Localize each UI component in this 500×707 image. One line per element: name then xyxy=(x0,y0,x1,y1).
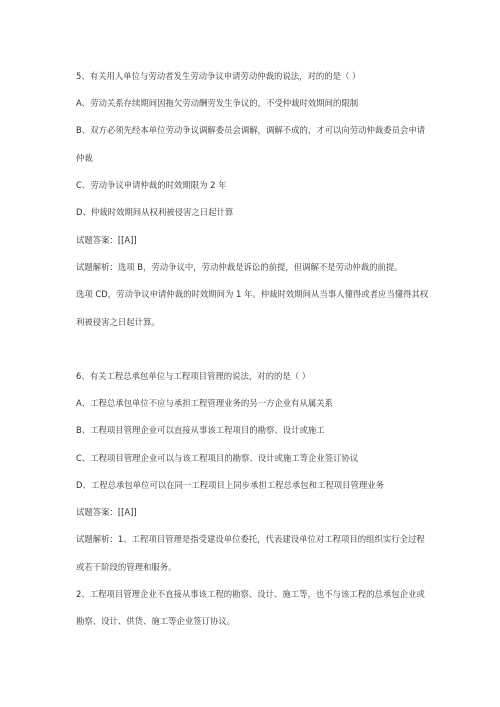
question-6-option-b: B、工程项目管理企业可以直接从事该工程项目的勘察、设计或施工 xyxy=(76,425,325,435)
question-5-option-a: A、劳动关系存续期间因拖欠劳动酬劳发生争议的，不受仲裁时效期间的限制 xyxy=(76,98,359,108)
question-6-option-c: C、工程项目管理企业可以与该工程项目的勘察、设计或施工等企业签订协议 xyxy=(76,453,359,463)
question-5-option-b: B、双方必须先经本单位劳动争议调解委员会调解，调解不成的，才可以向劳动仲裁委员会申请 xyxy=(76,125,426,135)
question-6-option-a: A、工程总承包单位不应与承担工程管理业务的另一方企业有从属关系 xyxy=(76,398,333,408)
question-6-analysis-line-3: 2、工程项目管理企业不直接从事该工程的勘察、设计、施工等，也不与该工程的总承包企业或 xyxy=(76,589,425,599)
question-5-answer: 试题答案：[[A]] xyxy=(76,235,137,245)
question-5-option-c: C、劳动争议申请仲裁的时效期限为 2 年 xyxy=(76,180,227,190)
question-5-stem: 5、有关用人单位与劳动者发生劳动争议申请劳动仲裁的说法，对的的是（ ） xyxy=(76,71,361,81)
question-6-analysis-line-1: 试题解析：1、工程项目管理是指受建设单位委托，代表建设单位对工程项目的组织实行全过程 xyxy=(76,534,425,544)
question-5-analysis-line-1: 试题解析：选项 B，劳动争议中，劳动仲裁是诉讼的前提，但调解不是劳动仲裁的前提。 xyxy=(76,262,403,272)
question-6-analysis-line-2: 或若干阶段的管理和服务。 xyxy=(76,562,177,572)
question-5-analysis-line-2: 选项 CD，劳动争议申请仲裁的时效期间为 1 年。仲裁时效期间从当事人懂得或者应当懂得其权 xyxy=(76,289,428,299)
question-5-option-d: D、仲裁时效期间从权利被侵害之日起计算 xyxy=(76,207,234,217)
question-5-option-b-continued: 仲裁 xyxy=(76,153,93,163)
question-6-stem: 6、有关工程总承包单位与工程项目管理的说法，对的的是（ ） xyxy=(76,371,311,381)
question-6-option-d: D、工程总承包单位可以在同一工程项目上同步承担工程总承包和工程项目管理业务 xyxy=(76,480,384,490)
question-5-analysis-line-3: 利被侵害之日起计算。 xyxy=(76,317,160,327)
question-6-answer: 试题答案：[[A]] xyxy=(76,507,137,517)
question-6-analysis-line-4: 勘察、设计、供货、施工等企业签订协议。 xyxy=(76,616,236,626)
